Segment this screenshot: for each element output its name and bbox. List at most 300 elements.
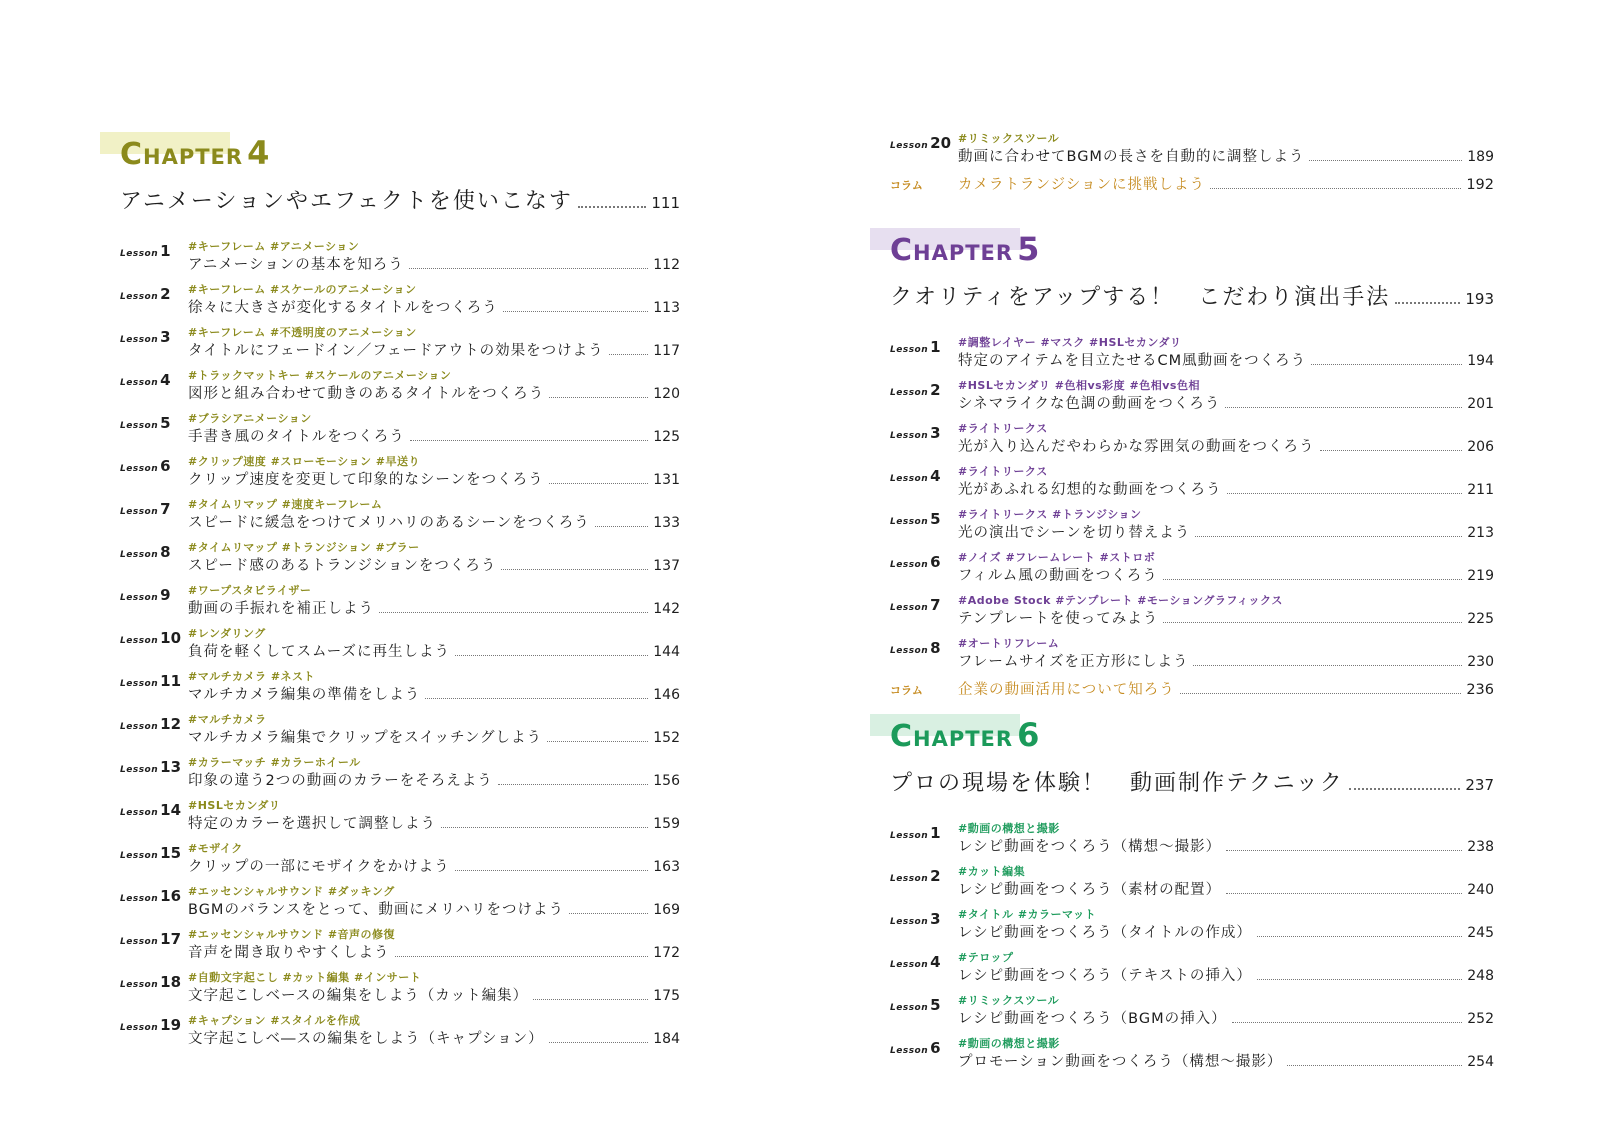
lesson-title: フィルム風の動画をつくろう — [958, 568, 1158, 584]
lesson-num: 2 — [930, 867, 941, 885]
lesson-item[interactable] — [890, 820, 1494, 863]
lesson-num: 7 — [160, 500, 171, 518]
lesson-num: 4 — [930, 467, 941, 485]
lesson-page: 152 — [653, 730, 680, 746]
lesson-title-row — [958, 435, 1494, 457]
leader-dots — [455, 655, 648, 656]
lesson-num: 1 — [160, 242, 171, 260]
lesson-tags: #エッセンシャルサウンド #ダッキング — [188, 885, 395, 898]
lesson-body — [188, 754, 680, 797]
lesson-word: Lesson — [890, 874, 929, 884]
lesson-word: Lesson — [120, 722, 159, 732]
lesson-title-row — [188, 339, 680, 361]
lesson-list — [890, 334, 1494, 678]
lesson-title: レシピ動画をつくろう（BGMの挿入） — [958, 1011, 1227, 1027]
leader-dots — [1163, 622, 1462, 623]
lesson-word: Lesson — [120, 851, 159, 861]
leader-dots — [409, 268, 649, 269]
lesson-list — [890, 820, 1494, 1078]
lesson-item[interactable] — [120, 539, 680, 582]
lesson-list — [120, 238, 680, 1055]
lesson-tags: #調整レイヤー #マスク #HSLセカンダリ — [958, 336, 1182, 349]
lesson-num: 5 — [930, 510, 941, 528]
lesson-word: Lesson — [890, 917, 929, 927]
lesson-title: 図形と組み合わせて動きのあるタイトルをつくろう — [188, 386, 545, 402]
lesson-number — [890, 906, 958, 949]
lesson-word: Lesson — [890, 646, 929, 656]
lesson-number — [890, 334, 958, 377]
chapter-6 — [890, 714, 1494, 1078]
lesson-word: Lesson — [120, 679, 159, 689]
chapter-page: 111 — [651, 194, 680, 212]
lesson-item[interactable] — [890, 635, 1494, 678]
lesson-item[interactable] — [120, 238, 680, 281]
lesson-body — [958, 1035, 1494, 1078]
lesson-word: Lesson — [120, 335, 159, 345]
leader-dots — [549, 483, 649, 484]
lesson-item[interactable] — [120, 797, 680, 840]
lesson-tags: #ライトリークス — [958, 422, 1048, 435]
lesson-item[interactable] — [890, 549, 1494, 592]
lesson-word: Lesson — [890, 560, 929, 570]
lesson-word: Lesson — [890, 517, 929, 527]
lesson-title-row — [188, 554, 680, 576]
lesson-list — [890, 130, 1494, 173]
lesson-word: Lesson — [890, 345, 929, 355]
lesson-num: 4 — [930, 953, 941, 971]
lesson-title: 印象の違う2つの動画のカラーをそろえよう — [188, 773, 493, 789]
lesson-page: 189 — [1467, 149, 1494, 165]
lesson-title-row — [188, 812, 680, 834]
lesson-num: 4 — [160, 371, 171, 389]
lesson-item[interactable] — [120, 754, 680, 797]
lesson-number — [890, 506, 958, 549]
lesson-title-row — [958, 921, 1494, 943]
lesson-word: Lesson — [120, 937, 159, 947]
leader-dots — [1226, 893, 1462, 894]
lesson-number — [890, 130, 958, 173]
lesson-num: 5 — [160, 414, 171, 432]
lesson-tags: #カット編集 — [958, 865, 1026, 878]
lesson-item[interactable] — [120, 1012, 680, 1055]
lesson-title: 音声を聞き取りやすくしよう — [188, 945, 390, 961]
lesson-number — [120, 797, 188, 840]
lesson-word: Lesson — [120, 1023, 159, 1033]
lesson-num: 2 — [160, 285, 171, 303]
lesson-title: プロモーション動画をつくろう（構想～撮影） — [958, 1054, 1283, 1070]
lesson-title: クリップ速度を変更して印象的なシーンをつくろう — [188, 472, 544, 488]
lesson-body — [188, 496, 680, 539]
lesson-num: 6 — [160, 457, 171, 475]
lesson-word: Lesson — [890, 474, 929, 484]
lesson-item[interactable] — [890, 906, 1494, 949]
lesson-num: 9 — [160, 586, 171, 604]
chapter-title-row[interactable] — [890, 280, 1494, 314]
lesson-tags: #トラックマットキー #スケールのアニメーション — [188, 369, 452, 382]
chapter-title: プロの現場を体験！ 動画制作テクニック — [890, 771, 1344, 796]
lesson-title: 光があふれる幻想的な動画をつくろう — [958, 482, 1222, 498]
lesson-num: 2 — [930, 381, 941, 399]
leader-dots — [1311, 364, 1462, 365]
lesson-item[interactable] — [120, 453, 680, 496]
lesson-title-row — [188, 984, 680, 1006]
lesson-title: BGMのバランスをとって、動画にメリハリをつけよう — [188, 902, 564, 918]
lesson-item[interactable] — [890, 130, 1494, 173]
lesson-page: 113 — [653, 300, 680, 316]
lesson-title-row — [188, 425, 680, 447]
lesson-title: レシピ動画をつくろう（テキストの挿入） — [958, 968, 1252, 984]
lesson-body — [188, 711, 680, 754]
lesson-number — [890, 992, 958, 1035]
lesson-number — [120, 238, 188, 281]
lesson-word: Lesson — [120, 249, 159, 259]
lesson-title: レシピ動画をつくろう（素材の配置） — [958, 882, 1222, 898]
lesson-title-row — [188, 1027, 680, 1049]
chapter-heading — [890, 228, 1494, 272]
lesson-body — [188, 453, 680, 496]
lesson-word: Lesson — [120, 808, 159, 818]
lesson-title: アニメーションの基本を知ろう — [188, 257, 404, 273]
leader-dots — [1163, 579, 1463, 580]
lesson-title-row — [188, 296, 680, 318]
lesson-number — [120, 539, 188, 582]
lesson-item[interactable] — [890, 592, 1494, 635]
lesson-tags: #HSLセカンダリ — [188, 799, 281, 812]
lesson-number — [120, 883, 188, 926]
leader-dots — [1232, 1022, 1463, 1023]
lesson-title: フレームサイズを正方形にしよう — [958, 654, 1189, 670]
leader-dots — [498, 784, 649, 785]
lesson-tags: #リミックスツール — [958, 994, 1060, 1007]
lesson-tags: #レンダリング — [188, 627, 266, 640]
lesson-body — [188, 625, 680, 668]
lesson-tags: #ノイズ #フレームレート #ストロボ — [958, 551, 1156, 564]
lesson-num: 6 — [930, 553, 941, 571]
lesson-body — [188, 883, 680, 926]
lesson-item[interactable] — [890, 420, 1494, 463]
lesson-word: Lesson — [120, 894, 159, 904]
lesson-body — [188, 926, 680, 969]
lesson-num: 17 — [160, 930, 182, 948]
lesson-title: シネマライクな色調の動画をつくろう — [958, 396, 1221, 412]
leader-dots — [549, 1042, 649, 1043]
lesson-word: Lesson — [120, 378, 159, 388]
lesson-title: 徐々に大きさが変化するタイトルをつくろう — [188, 300, 498, 316]
lesson-tags: #Adobe Stock #テンプレート #モーショングラフィックス — [958, 594, 1283, 607]
lesson-num: 8 — [930, 639, 941, 657]
lesson-tags: #カラーマッチ #カラーホイール — [188, 756, 361, 769]
lesson-tags: #タイトル #カラーマット — [958, 908, 1097, 921]
lesson-word: Lesson — [120, 765, 159, 775]
lesson-tags: #タイムリマップ #トランジション #ブラー — [188, 541, 420, 554]
chapter-heading — [120, 132, 680, 176]
lesson-body — [958, 549, 1494, 592]
lesson-title: レシピ動画をつくろう（構想～撮影） — [958, 839, 1222, 855]
lesson-page: 117 — [653, 343, 680, 359]
lesson-body — [188, 1012, 680, 1055]
chapter-page: 237 — [1465, 776, 1494, 794]
lesson-page: 248 — [1467, 968, 1494, 984]
leader-dots — [578, 206, 646, 208]
lesson-item[interactable] — [120, 281, 680, 324]
lesson-number — [890, 1035, 958, 1078]
lesson-page: 112 — [653, 257, 680, 273]
lesson-tags: #動画の構想と撮影 — [958, 1037, 1060, 1050]
lesson-number — [890, 863, 958, 906]
lesson-word: Lesson — [890, 388, 929, 398]
lesson-title-row — [958, 607, 1494, 629]
lesson-item[interactable] — [890, 863, 1494, 906]
lesson-title: レシピ動画をつくろう（タイトルの作成） — [958, 925, 1252, 941]
lesson-title-row — [958, 835, 1494, 857]
lesson-number — [890, 820, 958, 863]
lesson-body — [188, 539, 680, 582]
lesson-item[interactable] — [890, 949, 1494, 992]
lesson-item[interactable] — [890, 334, 1494, 377]
lesson-page: 201 — [1467, 396, 1494, 412]
lesson-number — [120, 840, 188, 883]
lesson-number — [120, 668, 188, 711]
lesson-item[interactable] — [890, 506, 1494, 549]
chapter-heading — [890, 714, 1494, 758]
lesson-title-row — [188, 597, 680, 619]
lesson-body — [958, 506, 1494, 549]
lesson-tags: #オートリフレーム — [958, 637, 1060, 650]
lesson-title-row — [958, 964, 1494, 986]
lesson-body — [958, 949, 1494, 992]
column-entry[interactable] — [890, 173, 1494, 203]
leader-dots — [379, 612, 648, 613]
lesson-page: 254 — [1467, 1054, 1494, 1070]
lesson-page: 194 — [1467, 353, 1494, 369]
lesson-number — [120, 324, 188, 367]
lesson-page: 252 — [1467, 1011, 1494, 1027]
leader-dots — [501, 569, 648, 570]
lesson-title-row — [188, 941, 680, 963]
lesson-num: 3 — [930, 910, 941, 928]
lesson-title: 特定のカラーを選択して調整しよう — [188, 816, 436, 832]
lesson-item[interactable] — [890, 992, 1494, 1035]
lesson-number — [120, 926, 188, 969]
lesson-word: Lesson — [120, 593, 159, 603]
lesson-item[interactable] — [120, 969, 680, 1012]
lesson-title: 動画の手振れを補正しよう — [188, 601, 374, 617]
leader-dots — [569, 913, 648, 914]
lesson-num: 10 — [160, 629, 182, 647]
lesson-body — [958, 820, 1494, 863]
lesson-title-row — [958, 349, 1494, 371]
lesson-number — [890, 592, 958, 635]
lesson-word: Lesson — [120, 464, 159, 474]
lesson-num: 15 — [160, 844, 182, 862]
lesson-tags: #動画の構想と撮影 — [958, 822, 1060, 835]
lesson-item[interactable] — [890, 377, 1494, 420]
lesson-page: 156 — [653, 773, 680, 789]
lesson-page: 125 — [653, 429, 680, 445]
lesson-word: Lesson — [120, 636, 159, 646]
lesson-title: 文字起こしベースの編集をしよう（カット編集） — [188, 988, 529, 1004]
lesson-tags: #クリップ速度 #スローモーション #早送り — [188, 455, 420, 468]
lesson-num: 11 — [160, 672, 182, 690]
lesson-tags: #ライトリークス — [958, 465, 1048, 478]
lesson-title-row — [188, 683, 680, 705]
lesson-page: 163 — [653, 859, 680, 875]
lesson-word: Lesson — [120, 507, 159, 517]
lesson-title-row — [188, 769, 680, 791]
lesson-title: 動画に合わせてBGMの長さを自動的に調整しよう — [958, 149, 1305, 165]
lesson-page: 144 — [653, 644, 680, 660]
lesson-item[interactable] — [120, 496, 680, 539]
lesson-tags: #リミックスツール — [958, 132, 1060, 145]
lesson-number — [120, 496, 188, 539]
column-label: コラム — [890, 179, 923, 192]
lesson-page: 146 — [653, 687, 680, 703]
lesson-item[interactable] — [120, 668, 680, 711]
lesson-item[interactable] — [120, 410, 680, 453]
lesson-title: 手書き風のタイトルをつくろう — [188, 429, 405, 445]
lesson-title-row — [188, 898, 680, 920]
lesson-word: Lesson — [120, 421, 159, 431]
lesson-title-row — [958, 521, 1494, 543]
lesson-number — [120, 367, 188, 410]
leader-dots — [503, 311, 649, 312]
leader-dots — [1287, 1065, 1462, 1066]
lesson-page: 159 — [653, 816, 680, 832]
lesson-item[interactable] — [120, 625, 680, 668]
lesson-num: 3 — [930, 424, 941, 442]
lesson-title: 負荷を軽くしてスムーズに再生しよう — [188, 644, 451, 660]
chapter-title-row[interactable] — [120, 184, 680, 218]
lesson-title: 特定のアイテムを目立たせるCM風動画をつくろう — [958, 353, 1307, 369]
lesson-number — [120, 1012, 188, 1055]
lesson-tags: #マルチカメラ — [188, 713, 267, 726]
lesson-item[interactable] — [120, 840, 680, 883]
leader-dots — [441, 827, 648, 828]
lesson-num: 7 — [930, 596, 941, 614]
lesson-page: 230 — [1467, 654, 1494, 670]
lesson-number — [120, 582, 188, 625]
leader-dots — [1210, 188, 1461, 189]
column-label: コラム — [890, 684, 923, 697]
lesson-num: 19 — [160, 1016, 182, 1034]
lesson-word: Lesson — [120, 292, 159, 302]
lesson-tags: #テロップ — [958, 951, 1014, 964]
lesson-number — [890, 549, 958, 592]
chapter-4-continued — [890, 130, 1494, 203]
lesson-title: 文字起こしベ―スの編集をしよう（キャプション） — [188, 1031, 544, 1047]
leader-dots — [1257, 979, 1462, 980]
lesson-title-row — [958, 478, 1494, 500]
chapter-label: Chapter 5 — [890, 230, 1041, 268]
lesson-body — [958, 906, 1494, 949]
lesson-num: 3 — [160, 328, 171, 346]
lesson-body — [188, 281, 680, 324]
lesson-page: 137 — [653, 558, 680, 574]
lesson-body — [188, 969, 680, 1012]
lesson-title-row — [958, 878, 1494, 900]
lesson-page: 120 — [653, 386, 680, 402]
lesson-body — [188, 367, 680, 410]
lesson-item[interactable] — [120, 324, 680, 367]
leader-dots — [1349, 788, 1461, 790]
lesson-item[interactable] — [890, 463, 1494, 506]
column-page: 236 — [1466, 682, 1494, 698]
leader-dots — [1395, 302, 1460, 304]
lesson-body — [188, 238, 680, 281]
column-entry[interactable] — [890, 678, 1494, 708]
lesson-body — [188, 410, 680, 453]
lesson-item[interactable] — [120, 883, 680, 926]
lesson-word: Lesson — [890, 831, 929, 841]
lesson-title-row — [188, 726, 680, 748]
lesson-body — [958, 592, 1494, 635]
lesson-tags: #キーフレーム #スケールのアニメーション — [188, 283, 417, 296]
lesson-title-row — [188, 382, 680, 404]
lesson-number — [120, 711, 188, 754]
lesson-title: マルチカメラ編集でクリップをスイッチングしよう — [188, 730, 543, 746]
lesson-title: 光の演出でシーンを切り替えよう — [958, 525, 1191, 541]
leader-dots — [395, 956, 649, 957]
lesson-number — [890, 949, 958, 992]
chapter-title-row[interactable] — [890, 766, 1494, 800]
lesson-number — [120, 625, 188, 668]
chapter-5 — [890, 228, 1494, 708]
lesson-page: 238 — [1467, 839, 1494, 855]
leader-dots — [595, 526, 649, 527]
lesson-item[interactable] — [120, 711, 680, 754]
lesson-body — [188, 582, 680, 625]
lesson-page: 219 — [1467, 568, 1494, 584]
chapter-title: クオリティをアップする！ こだわり演出手法 — [890, 285, 1391, 310]
leader-dots — [609, 354, 649, 355]
lesson-item[interactable] — [120, 367, 680, 410]
lesson-title: テンプレートを使ってみよう — [958, 611, 1159, 627]
chapter-4 — [120, 132, 680, 1055]
lesson-item[interactable] — [120, 582, 680, 625]
leader-dots — [410, 440, 649, 441]
lesson-title-row — [958, 1050, 1494, 1072]
lesson-title-row — [958, 145, 1494, 167]
lesson-page: 240 — [1467, 882, 1494, 898]
lesson-body — [958, 334, 1494, 377]
lesson-tags: #ブラシアニメーション — [188, 412, 312, 425]
leader-dots — [549, 397, 648, 398]
leader-dots — [1309, 160, 1462, 161]
lesson-number — [890, 377, 958, 420]
lesson-item[interactable] — [890, 1035, 1494, 1078]
lesson-word: Lesson — [890, 431, 929, 441]
lesson-num: 8 — [160, 543, 171, 561]
lesson-word: Lesson — [890, 141, 929, 151]
lesson-num: 1 — [930, 824, 941, 842]
lesson-item[interactable] — [120, 926, 680, 969]
chapter-page: 193 — [1465, 290, 1494, 308]
lesson-page: 131 — [653, 472, 680, 488]
lesson-num: 20 — [930, 134, 952, 152]
lesson-title-row — [188, 511, 680, 533]
lesson-num: 16 — [160, 887, 182, 905]
lesson-word: Lesson — [890, 960, 929, 970]
lesson-title: マルチカメラ編集の準備をしよう — [188, 687, 421, 703]
lesson-page: 184 — [653, 1031, 680, 1047]
leader-dots — [1320, 450, 1463, 451]
lesson-page: 133 — [653, 515, 680, 531]
lesson-page: 225 — [1467, 611, 1494, 627]
lesson-title: タイトルにフェードイン／フェードアウトの効果をつけよう — [188, 343, 604, 359]
lesson-number — [890, 463, 958, 506]
lesson-num: 18 — [160, 973, 182, 991]
lesson-body — [188, 840, 680, 883]
